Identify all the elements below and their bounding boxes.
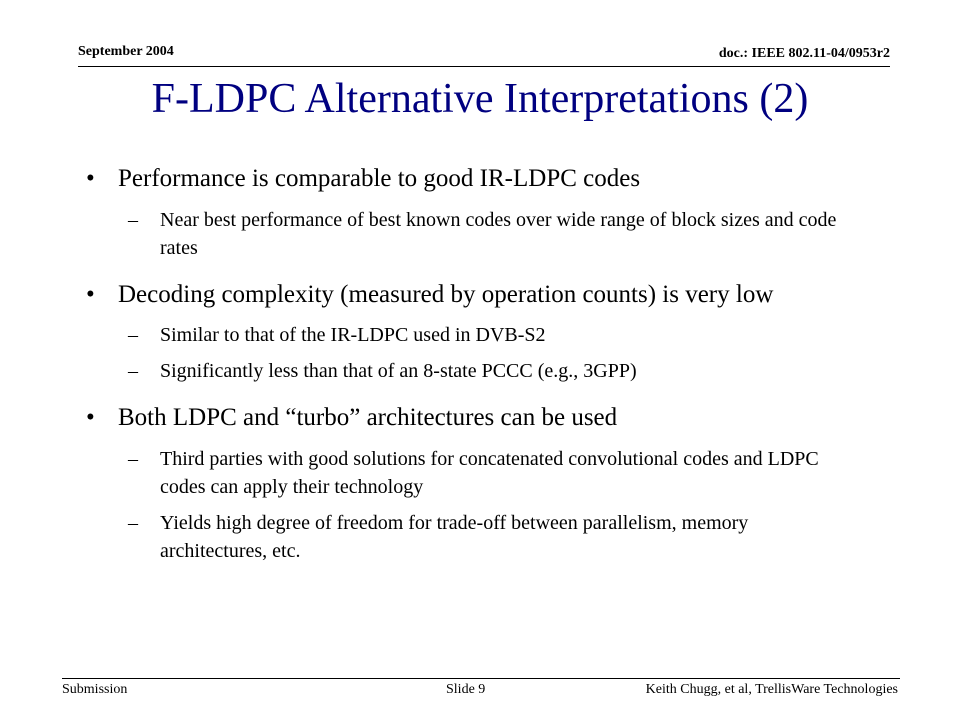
sub-bullet-marker: – bbox=[128, 360, 138, 382]
header-divider bbox=[78, 66, 890, 67]
sub-bullet-marker: – bbox=[128, 324, 138, 346]
sub-bullet-marker: – bbox=[128, 447, 138, 470]
bullet-marker: • bbox=[86, 280, 95, 308]
header-date: September 2004 bbox=[78, 44, 174, 59]
bullet-marker: • bbox=[86, 404, 95, 431]
sub-bullet-text: Similar to that of the IR-LDPC used in DVB-S2 bbox=[160, 324, 546, 346]
footer-slide-number: Slide 9 bbox=[446, 682, 486, 697]
footer-authors: Keith Chugg, et al, TrellisWare Technologies bbox=[645, 682, 898, 697]
sub-bullet-text: Significantly less than that of an 8-state PCCC (e.g., 3GPP) bbox=[160, 360, 637, 382]
sub-bullet-freedom bbox=[80, 509, 850, 565]
bullet-decoding-complexity bbox=[80, 276, 850, 314]
bullet-marker: • bbox=[86, 165, 95, 192]
sub-bullet-dvb-s2 bbox=[80, 321, 850, 349]
bullet-text: Performance is comparable to good IR-LDPC codes bbox=[118, 165, 641, 192]
bullet-text: Decoding complexity (measured by operation counts) is very low bbox=[118, 280, 774, 308]
footer-submission: Submission bbox=[62, 682, 128, 697]
bullet-architectures bbox=[80, 399, 850, 437]
sub-bullet-marker: – bbox=[128, 208, 138, 231]
sub-bullet-near-best bbox=[80, 206, 850, 262]
slide-body bbox=[80, 160, 850, 577]
header-doc-id: doc.: IEEE 802.11-04/0953r2 bbox=[718, 46, 890, 61]
footer-divider bbox=[62, 678, 900, 679]
sub-bullet-marker: – bbox=[128, 511, 138, 534]
slide-title: F-LDPC Alternative Interpretations (2) bbox=[151, 76, 809, 122]
bullet-performance bbox=[80, 160, 850, 198]
sub-bullet-text: Third parties with good solutions for concatenated convolutional codes and LDPC codes can apply their technology bbox=[160, 447, 819, 498]
sub-bullet-text: Near best performance of best known codes over wide range of block sizes and code rates bbox=[160, 208, 837, 259]
bullet-text: Both LDPC and “turbo” architectures can be used bbox=[118, 404, 618, 431]
sub-bullet-third-parties bbox=[80, 445, 850, 501]
sub-bullet-text: Yields high degree of freedom for trade-off between parallelism, memory architectures, etc. bbox=[160, 511, 749, 562]
sub-bullet-pccc bbox=[80, 357, 850, 385]
